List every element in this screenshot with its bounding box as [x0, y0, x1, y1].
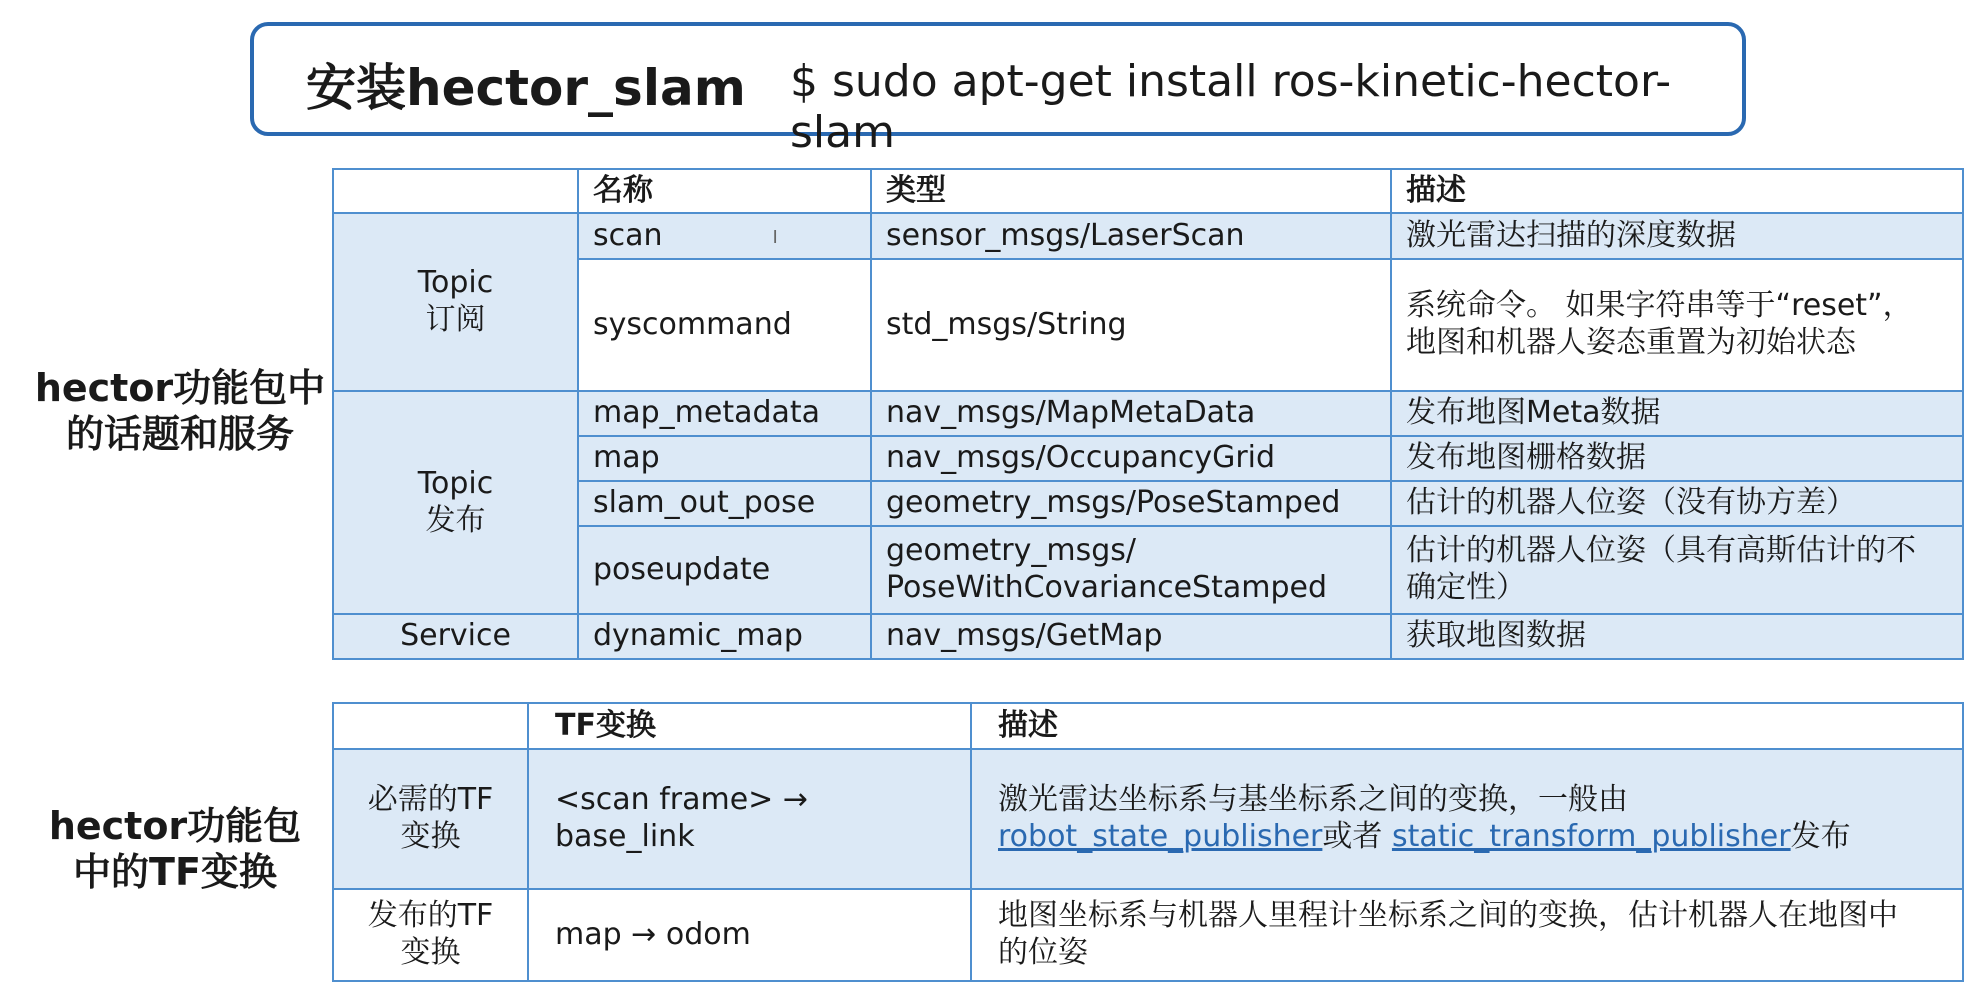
cell-name: slam_out_pose: [578, 481, 871, 526]
tf-label-published: [333, 889, 528, 981]
table-row: [333, 391, 1963, 436]
type-line: geometry_msgs/: [886, 533, 1137, 569]
header-transform: TF变换: [528, 703, 971, 749]
cell-desc: 获取地图数据: [1391, 614, 1963, 659]
desc-line: 地图坐标系与机器人里程计坐标系之间的变换，估计机器人在地图中: [998, 898, 1898, 934]
cell-name: [578, 213, 871, 259]
group-label-line1: Topic: [417, 465, 494, 501]
tf-table: [332, 702, 1964, 982]
table-row: [333, 526, 1963, 614]
desc-line: 系统命令。 如果字符串等于“reset”，: [1406, 288, 1913, 324]
cell-name: map_metadata: [578, 391, 871, 436]
header-type: 类型: [871, 169, 1391, 213]
group-label-service: Service: [333, 614, 578, 659]
header-desc: 描述: [971, 703, 1963, 749]
type-line: PoseWithCovarianceStamped: [886, 570, 1327, 605]
cell-desc: 估计的机器人位姿（没有协方差）: [1391, 481, 1963, 526]
header-empty: [333, 169, 578, 213]
desc-line: 确定性）: [1406, 570, 1526, 605]
group-label-topic-subscribe: [333, 213, 578, 391]
static-transform-publisher-link[interactable]: static_transform_publisher: [1391, 819, 1791, 854]
group-label-topic-publish: [333, 391, 578, 614]
tf-label-line: 发布的TF: [367, 898, 494, 934]
text-cursor-icon: I: [772, 227, 778, 249]
table-row: [333, 436, 1963, 481]
name-text: scan: [593, 217, 663, 253]
tf-section-label-line1: hector功能包: [48, 804, 302, 848]
header-desc: 描述: [1391, 169, 1963, 213]
table-header-row: [333, 169, 1963, 213]
header-name: 名称: [578, 169, 871, 213]
cell-desc: [971, 749, 1963, 889]
desc-line: 的位姿: [998, 935, 1088, 970]
cell-type: nav_msgs/GetMap: [871, 614, 1391, 659]
cell-name: syscommand: [578, 259, 871, 391]
table-header-row: [333, 703, 1963, 749]
desc-line: [998, 819, 1948, 856]
table-row: [333, 889, 1963, 981]
topics-services-table: [332, 168, 1964, 660]
cell-type: nav_msgs/MapMetaData: [871, 391, 1391, 436]
cell-type: std_msgs/String: [871, 259, 1391, 391]
cell-desc: [1391, 259, 1963, 391]
cell-type: [871, 526, 1391, 614]
table-row: [333, 614, 1963, 659]
table-row: [333, 481, 1963, 526]
group-label-line2: 订阅: [425, 302, 486, 337]
desc-line: 地图和机器人姿态重置为初始状态: [1406, 325, 1856, 360]
desc-tail: 发布: [1790, 819, 1851, 854]
group-label-line1: Topic: [417, 265, 494, 301]
cell-type: geometry_msgs/PoseStamped: [871, 481, 1391, 526]
table-row: [333, 259, 1963, 391]
cell-type: nav_msgs/OccupancyGrid: [871, 436, 1391, 481]
cell-transform: <scan frame> → base_link: [528, 749, 971, 889]
desc-line: 激光雷达坐标系与基坐标系之间的变换，一般由: [998, 782, 1628, 818]
header-empty: [333, 703, 528, 749]
cell-name: map: [578, 436, 871, 481]
topics-section-label: [30, 366, 330, 457]
desc-connector: 或者: [1322, 819, 1392, 854]
robot-state-publisher-link[interactable]: robot_state_publisher: [998, 819, 1323, 854]
tf-label-line: 变换: [400, 935, 461, 970]
desc-line: 估计的机器人位姿（具有高斯估计的不: [1406, 533, 1916, 569]
install-command: $ sudo apt-get install ros-kinetic-hector-slam: [790, 56, 1672, 158]
tf-label-line: 变换: [400, 819, 461, 854]
install-title: 安装hector_slam: [306, 59, 746, 117]
tf-section-label: [30, 804, 320, 895]
table-row: [333, 213, 1963, 259]
tf-label-line: 必需的TF: [367, 782, 494, 818]
cell-transform: map → odom: [528, 889, 971, 981]
table-row: [333, 749, 1963, 889]
cell-desc: 发布地图栅格数据: [1391, 436, 1963, 481]
cell-type: sensor_msgs/LaserScan: [871, 213, 1391, 259]
cell-desc: [971, 889, 1963, 981]
cell-desc: [1391, 526, 1963, 614]
cell-desc: 发布地图Meta数据: [1391, 391, 1963, 436]
tf-section-label-line2: 中的TF变换: [73, 849, 277, 894]
cell-name: poseupdate: [578, 526, 871, 614]
tf-label-required: [333, 749, 528, 889]
cell-desc: 激光雷达扫描的深度数据: [1391, 213, 1963, 259]
install-banner: [250, 22, 1746, 158]
topics-section-label-line2: 的话题和服务: [65, 411, 294, 456]
group-label-line2: 发布: [425, 502, 486, 538]
cell-name: dynamic_map: [578, 614, 871, 659]
topics-section-label-line1: hector功能包中: [34, 366, 326, 410]
